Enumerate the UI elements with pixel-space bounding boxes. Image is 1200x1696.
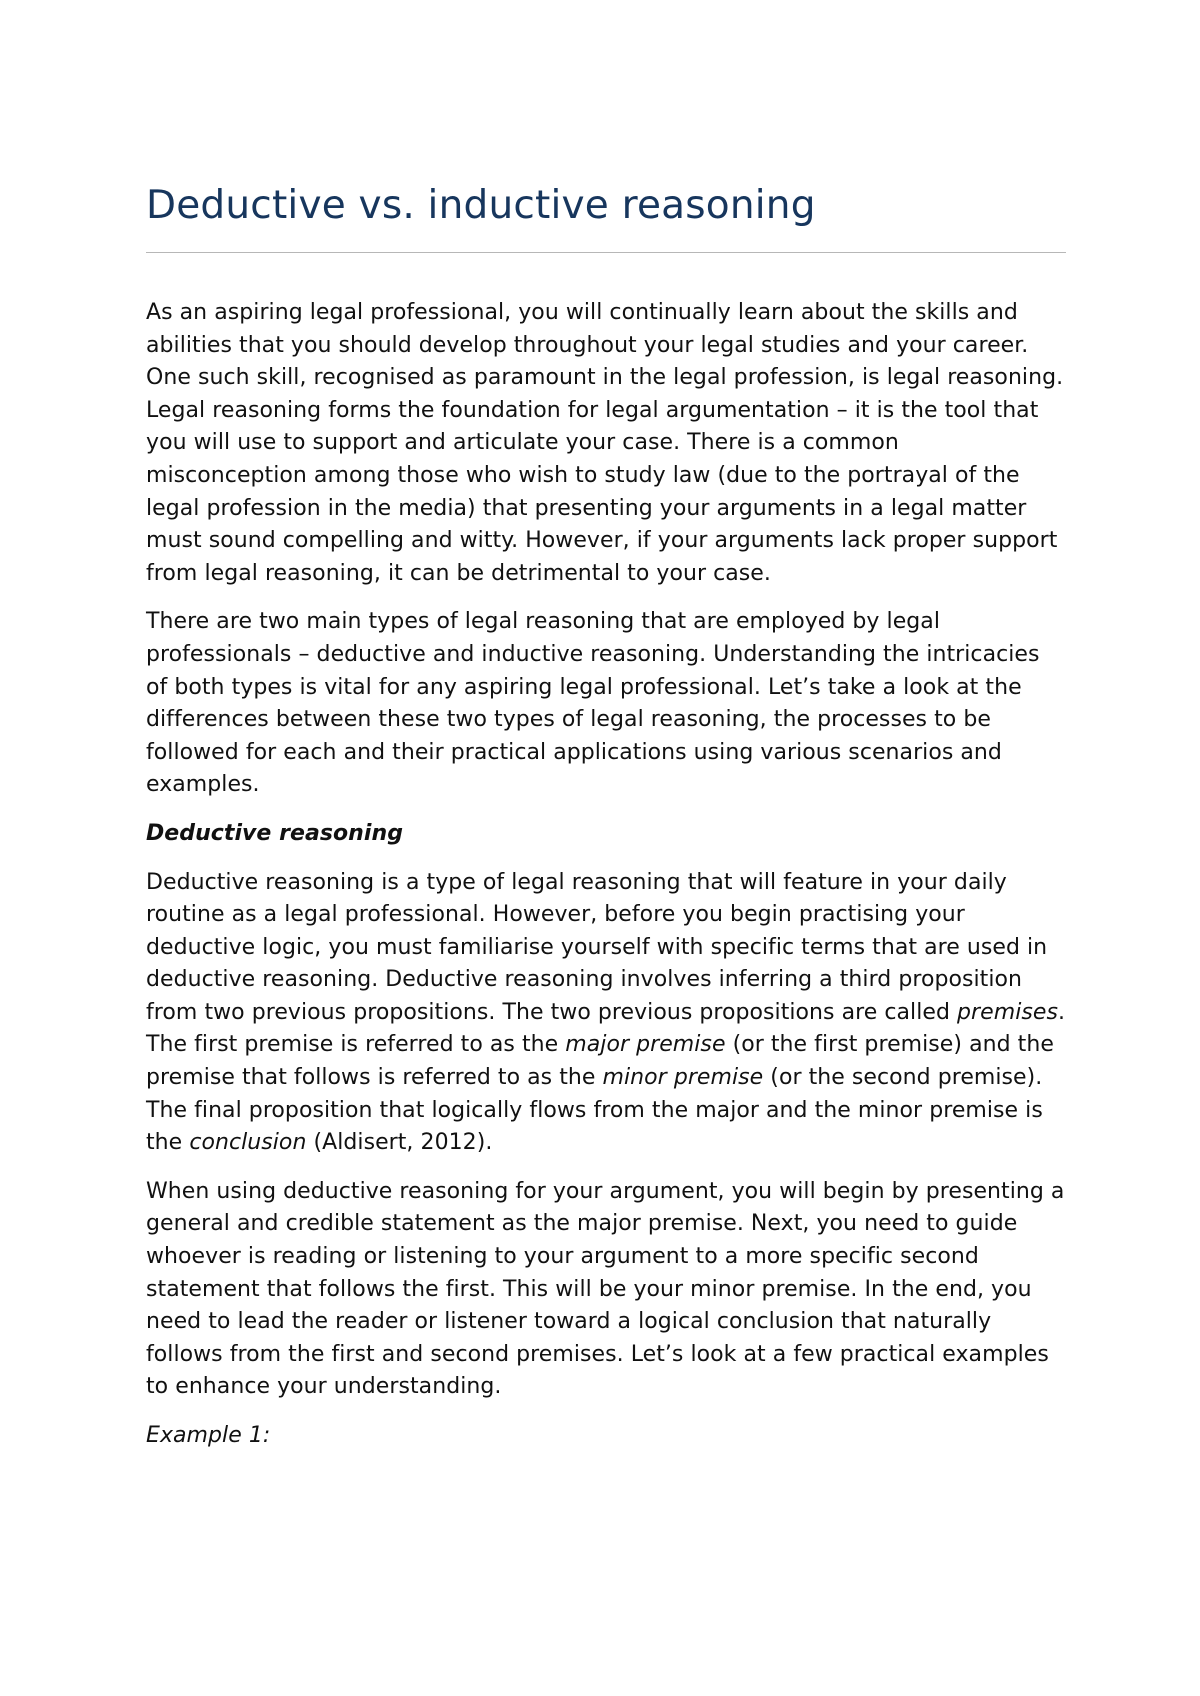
example-label: Example 1: — [146, 1423, 271, 1448]
term-major-premise: major premise — [565, 1032, 726, 1058]
term-conclusion: conclusion — [189, 1130, 307, 1156]
text-run: (Aldisert, 2012). — [306, 1130, 493, 1156]
section-heading-deductive: Deductive reasoning — [146, 820, 404, 846]
document-title: Deductive vs. inductive reasoning — [146, 183, 816, 228]
text-run: . The first premise is referred to as the — [146, 999, 1066, 1058]
text-run: Deductive reasoning is a type of legal reasoning that will feature in your daily routine as a legal professional. However, before you begin practising your deductive logic, you must familiarise yourself with specific terms that are used in deductive reasoning. Deductive reasoning involves inferring a third proposition from two previous propositions. The two previous propositions are called — [146, 869, 1048, 1025]
document-body — [146, 297, 1066, 1453]
term-premises: premises — [957, 999, 1058, 1025]
text-run: (or the first premise) and the premise that follows is referred to as the — [146, 1032, 1054, 1091]
intro-paragraph: As an aspiring legal professional, you will continually learn about the skills and abilities that you should develop throughout your legal studies and your career. One such skill, recognised as paramount in the legal profession, is legal reasoning. Legal reasoning forms the foundation for legal argumentation – it is the tool that you will use to support and articulate your case. There is a common misconception among those who wish to study law (due to the portrayal of the legal profession in the media) that presenting your arguments in a legal matter must sound compelling and witty. However, if your arguments lack proper support from legal reasoning, it can be detrimental to your case. — [146, 300, 1064, 586]
deductive-usage-paragraph: When using deductive reasoning for your argument, you will begin by presenting a general and credible statement as the major premise. Next, you need to guide whoever is reading or listening to your argument to a more specific second statement that follows the first. This will be your minor premise. In the end, you need to lead the reader or listener toward a logical conclusion that naturally follows from the first and second premises. Let’s look at a few practical examples to enhance your understanding. — [146, 1178, 1065, 1400]
text-run: (or the second premise). The final proposition that logically flows from the major and the minor premise is the — [146, 1065, 1043, 1156]
types-paragraph: There are two main types of legal reasoning that are employed by legal professionals – deductive and inductive reasoning. Understanding the intricacies of both types is vital for any aspiring legal professional. Let’s take a look at the differences between these two types of legal reasoning, the processes to be followed for each and their practical applications using various scenarios and examples. — [146, 609, 1040, 798]
title-divider — [146, 252, 1066, 253]
term-minor-premise: minor premise — [602, 1065, 764, 1091]
deductive-definition-paragraph — [146, 867, 1066, 1160]
document-page — [146, 180, 1066, 1469]
